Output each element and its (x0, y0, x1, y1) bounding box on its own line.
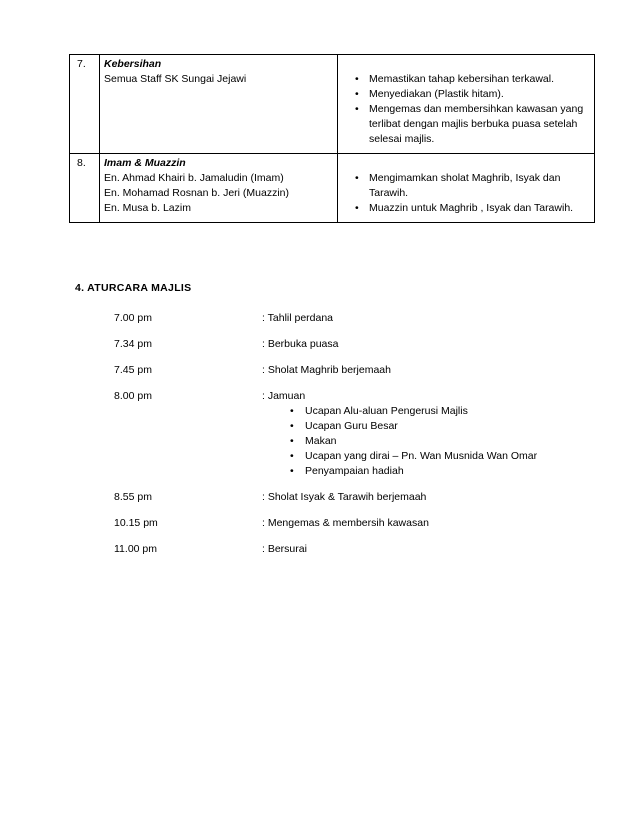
schedule-row (114, 337, 594, 352)
table-row (70, 55, 595, 154)
bullet-icon: • (355, 202, 359, 214)
task-list (342, 72, 590, 147)
bullet-icon: • (290, 435, 294, 447)
task-item (342, 201, 590, 216)
program-text: Ucapan Alu-aluan Pengerusi Majlis (305, 405, 468, 417)
schedule-time: 10.15 pm (114, 517, 158, 529)
schedule-description (262, 490, 594, 505)
task-item (342, 171, 590, 201)
schedule-list (114, 311, 594, 568)
task-text: Menyediakan (Plastik hitam). (369, 88, 504, 100)
task-text: Mengemas dan membersihkan kawasan yang terlibat dengan majlis berbuka puasa setelah selesai majlis. (369, 103, 584, 145)
person-name: En. Musa b. Lazim (104, 202, 191, 214)
schedule-activity: : Berbuka puasa (262, 338, 339, 350)
schedule-time: 8.55 pm (114, 491, 152, 503)
schedule-row (114, 516, 594, 531)
tasks-cell (338, 154, 595, 223)
schedule-time: 11.00 pm (114, 543, 157, 555)
program-text: Ucapan yang dirai – Pn. Wan Musnida Wan Omar (305, 450, 538, 462)
schedule-description (262, 516, 594, 531)
schedule-description (262, 311, 594, 326)
table-row (70, 154, 595, 223)
program-item (262, 404, 594, 419)
schedule-description (262, 337, 594, 352)
schedule-description (262, 363, 594, 378)
section-title: 4. ATURCARA MAJLIS (75, 282, 192, 294)
row-number: 8. (70, 154, 100, 223)
program-item (262, 464, 594, 479)
schedule-activity: : Mengemas & membersih kawasan (262, 517, 429, 529)
duty-table (69, 54, 595, 223)
schedule-activity: : Sholat Maghrib berjemaah (262, 364, 391, 376)
schedule-row (114, 389, 594, 479)
program-item (262, 419, 594, 434)
program-item (262, 434, 594, 449)
person-name: Semua Staff SK Sungai Jejawi (104, 73, 247, 85)
schedule-activity: : Tahlil perdana (262, 312, 334, 324)
task-item (342, 72, 590, 87)
role-cell (100, 154, 338, 223)
bullet-icon: • (355, 103, 359, 115)
person-name: En. Mohamad Rosnan b. Jeri (Muazzin) (104, 187, 289, 199)
program-text: Ucapan Guru Besar (305, 420, 398, 432)
person-name: En. Ahmad Khairi b. Jamaludin (Imam) (104, 172, 284, 184)
task-item (342, 87, 590, 102)
schedule-row (114, 542, 594, 557)
bullet-icon: • (355, 172, 359, 184)
schedule-activity: : Jamuan (262, 390, 306, 402)
bullet-icon: • (290, 420, 294, 432)
schedule-activity: : Sholat Isyak & Tarawih berjemaah (262, 491, 427, 503)
task-list (342, 171, 590, 216)
schedule-row (114, 363, 594, 378)
schedule-time: 8.00 pm (114, 390, 152, 402)
schedule-row (114, 490, 594, 505)
task-text: Muazzin untuk Maghrib , Isyak dan Tarawih. (369, 202, 574, 214)
bullet-icon: • (290, 405, 294, 417)
schedule-time: 7.45 pm (114, 364, 152, 376)
schedule-time: 7.00 pm (114, 312, 152, 324)
schedule-activity: : Bersurai (262, 543, 307, 555)
schedule-row (114, 311, 594, 326)
program-list (262, 404, 594, 479)
schedule-time: 7.34 pm (114, 338, 152, 350)
bullet-icon: • (290, 465, 294, 477)
bullet-icon: • (355, 73, 359, 85)
role-cell (100, 55, 338, 154)
role-title: Imam & Muazzin (104, 157, 186, 169)
program-text: Penyampaian hadiah (305, 465, 404, 477)
role-title: Kebersihan (104, 58, 162, 70)
task-text: Mengimamkan sholat Maghrib, Isyak dan Tarawih. (369, 172, 561, 199)
schedule-description (262, 389, 594, 479)
bullet-icon: • (355, 88, 359, 100)
bullet-icon: • (290, 450, 294, 462)
schedule-description (262, 542, 594, 557)
row-number: 7. (70, 55, 100, 154)
tasks-cell (338, 55, 595, 154)
program-text: Makan (305, 435, 337, 447)
task-text: Memastikan tahap kebersihan terkawal. (369, 73, 555, 85)
task-item (342, 102, 590, 147)
program-item (262, 449, 594, 464)
